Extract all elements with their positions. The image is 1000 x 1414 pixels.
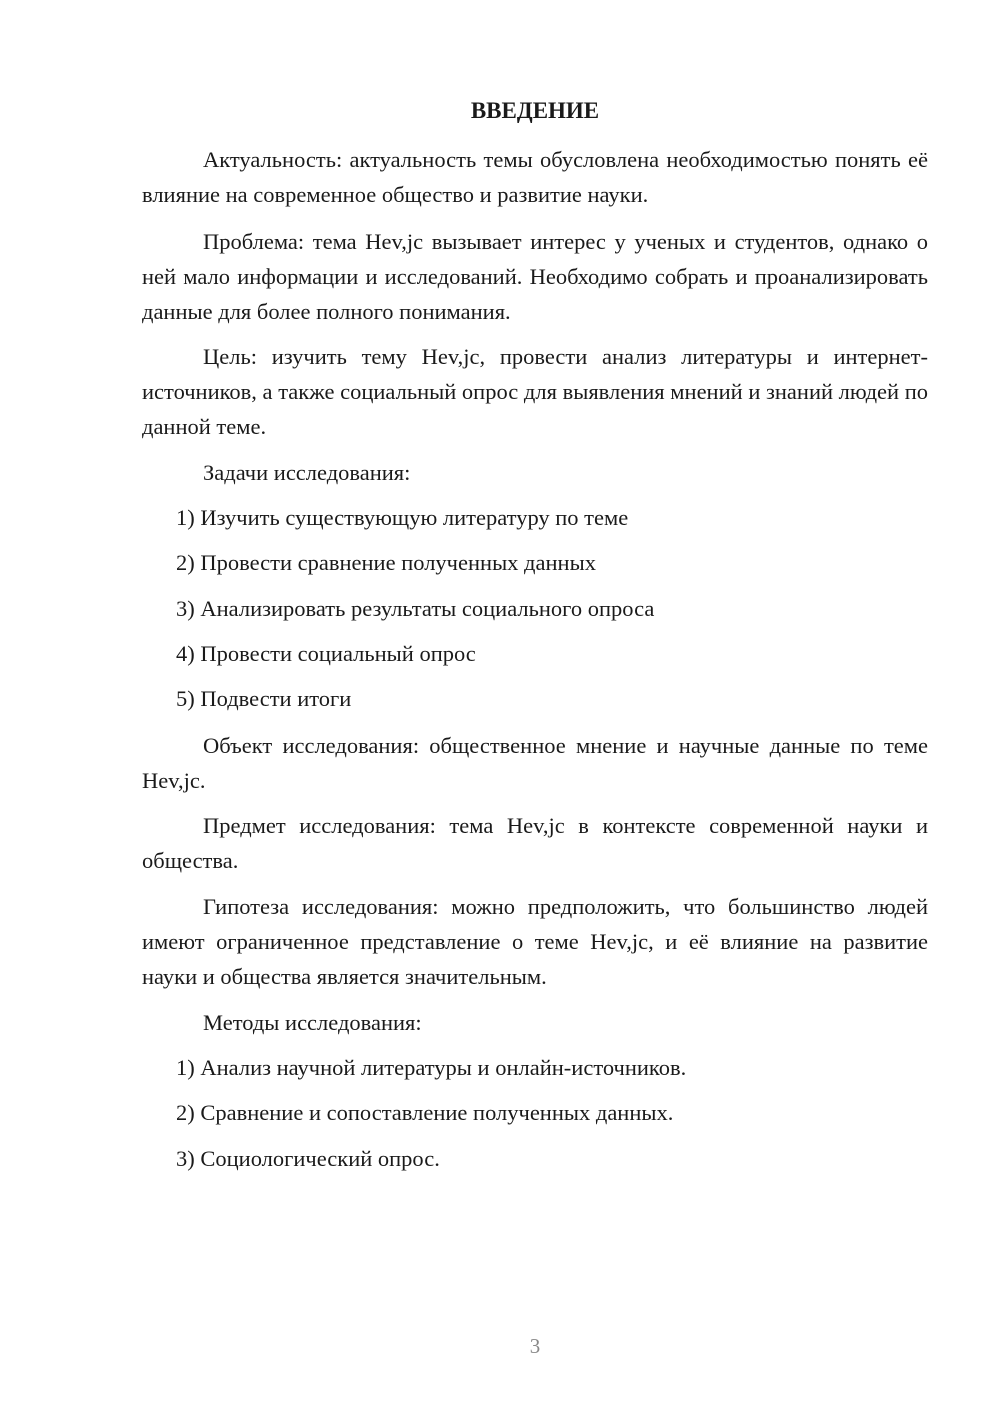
hypothesis-paragraph: Гипотеза исследования: можно предположить, что большинство людей имеют ограниченное представление о теме Hev,jc, и её влияние на развитие науки и общества является значительным.	[142, 894, 928, 989]
problem-paragraph: Проблема: тема Hev,jc вызывает интерес у ученых и студентов, однако о ней мало информации и исследований. Необходимо собрать и проанализировать данные для более полного понимания.	[142, 229, 928, 324]
task-item-3: 3) Анализировать результаты социального опроса	[176, 596, 655, 621]
task-item-2: 2) Провести сравнение полученных данных	[176, 550, 596, 575]
method-item-3: 3) Социологический опрос.	[176, 1146, 440, 1171]
page-number: 3	[529, 1334, 541, 1358]
relevance-paragraph: Актуальность: актуальность темы обусловлена необходимостью понять её влияние на современное общество и развитие науки.	[142, 147, 928, 207]
task-item-4: 4) Провести социальный опрос	[176, 641, 476, 666]
object-paragraph: Объект исследования: общественное мнение и научные данные по теме Hev,jc.	[142, 733, 928, 793]
tasks-heading: Задачи исследования:	[203, 460, 411, 485]
document-page	[142, 0, 928, 1414]
subject-paragraph: Предмет исследования: тема Hev,jc в контексте современной науки и общества.	[142, 813, 928, 873]
page-title: ВВЕДЕНИЕ	[470, 98, 600, 123]
method-item-2: 2) Сравнение и сопоставление полученных данных.	[176, 1100, 674, 1125]
task-item-1: 1) Изучить существующую литературу по теме	[176, 505, 629, 530]
methods-heading: Методы исследования:	[203, 1010, 422, 1035]
method-item-1: 1) Анализ научной литературы и онлайн-источников.	[176, 1055, 687, 1080]
goal-paragraph: Цель: изучить тему Hev,jc, провести анализ литературы и интернет-источников, а также социальный опрос для выявления мнений и знаний людей по данной теме.	[142, 344, 928, 439]
task-item-5: 5) Подвести итоги	[176, 686, 352, 711]
